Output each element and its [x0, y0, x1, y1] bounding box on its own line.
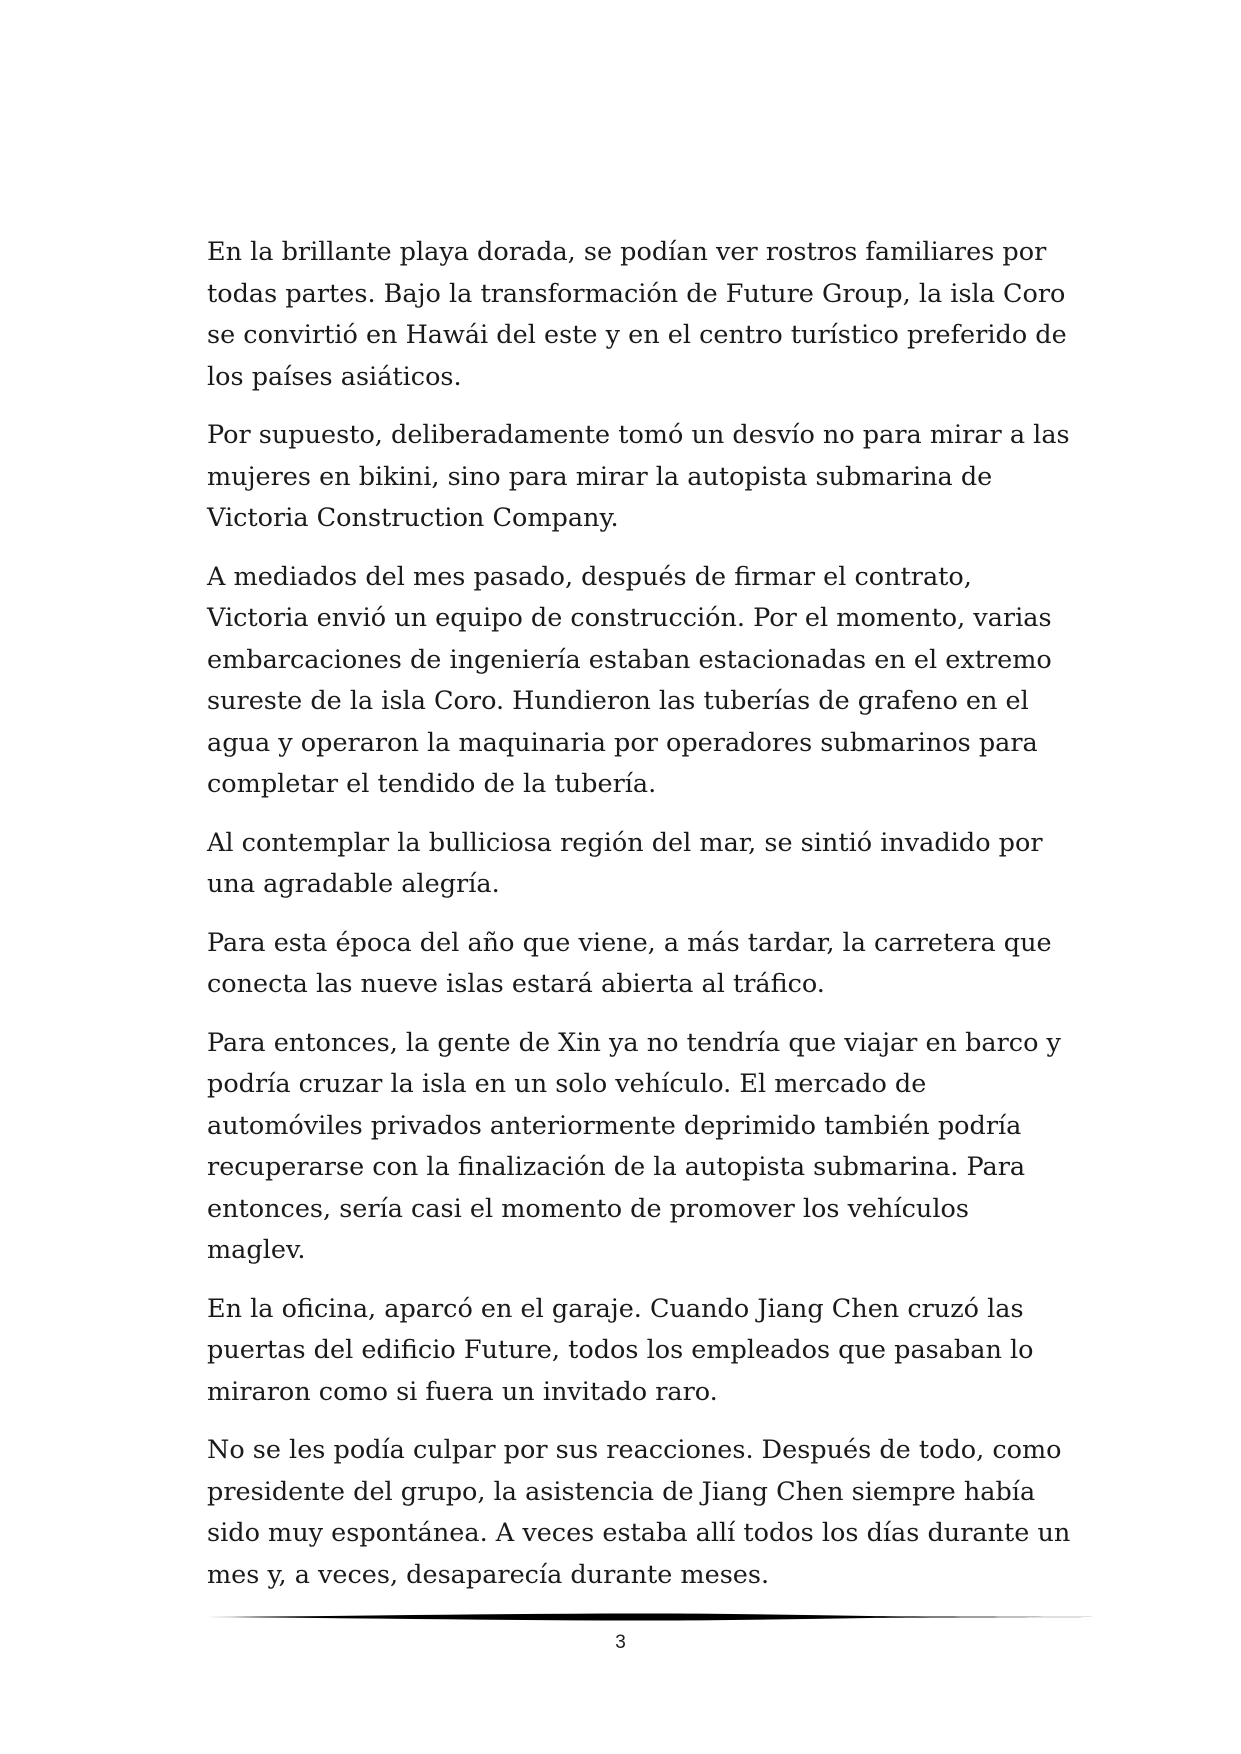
paragraph: Al contemplar la bulliciosa región del mar, se sintió invadido por una agradable alegría. — [207, 827, 1043, 899]
paragraph: A mediados del mes pasado, después de firmar el contrato, Victoria envió un equipo de construcción. Por el momento, varias embarcaciones de ingeniería estaban estacionadas en el extremo sureste de la isla Coro. Hundieron las tuberías de grafeno en el agua y operaron la maquinaria por operadores submarinos para completar el tendido de la tubería. — [207, 561, 1052, 799]
body-text — [207, 232, 1072, 1613]
paragraph: Para esta época del año que viene, a más tardar, la carretera que conecta las nueve islas estará abierta al tráfico. — [207, 927, 1052, 999]
paragraph: En la oficina, aparcó en el garaje. Cuando Jiang Chen cruzó las puertas del edificio Future, todos los empleados que pasaban lo miraron como si fuera un invitado raro. — [207, 1293, 1034, 1407]
paragraph: En la brillante playa dorada, se podían ver rostros familiares por todas partes. Bajo la transformación de Future Group, la isla Coro se convirtió en Hawái del este y en el centro turístico preferido de los países asiáticos. — [207, 237, 1067, 392]
paragraph: Para entonces, la gente de Xin ya no tendría que viajar en barco y podría cruzar la isla en un solo vehículo. El mercado de automóviles privados anteriormente deprimido también podría recuperarse con la finalización de la autopista submarina. Para entonces, sería casi el momento de promover los vehículos maglev. — [207, 1027, 1061, 1265]
footer-divider — [207, 1610, 1107, 1624]
footer-divider-stroke — [207, 1613, 1107, 1620]
page-number: 3 — [615, 1632, 626, 1653]
paragraph: No se les podía culpar por sus reacciones. Después de todo, como presidente del grupo, la asistencia de Jiang Chen siempre había sido muy espontánea. A veces estaba allí todos los días durante un mes y, a veces, desaparecía durante meses. — [207, 1435, 1071, 1590]
paragraph: Por supuesto, deliberadamente tomó un desvío no para mirar a las mujeres en bikini, sino para mirar la autopista submarina de Victoria Construction Company. — [207, 420, 1070, 533]
